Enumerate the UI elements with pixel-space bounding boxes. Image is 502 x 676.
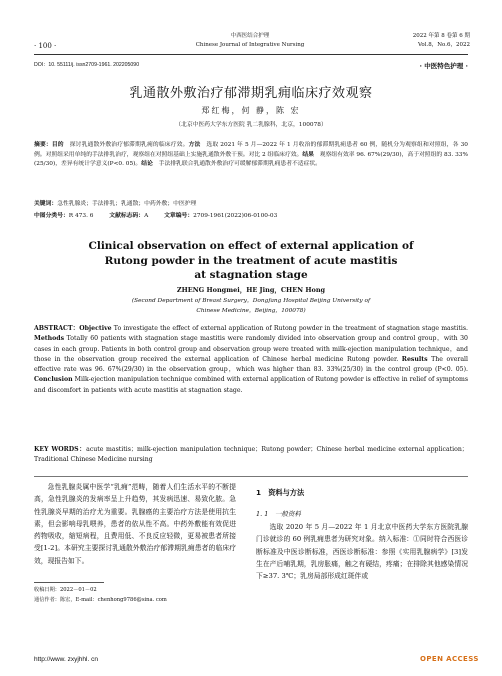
doi: DOI：10. 55111/j. issn2709-1961. 202205090 <box>34 62 140 68</box>
en-results: The overall effective rate was 96. 67%(29/30) in the observation group，which was higher than 83. 33%(25/30) in the control group (P<0. 05). <box>34 355 468 374</box>
en-title <box>34 239 468 283</box>
cn-affiliation: （北京中医药大学东方医院 乳二乳腺科，北京，100078） <box>175 122 327 128</box>
section-tag: · 中医特色护理 · <box>419 62 468 70</box>
footnote <box>34 585 167 605</box>
cn-keywords-text: 急性乳腺炎；手法排乳；乳通散；中药外敷；中医护理 <box>57 201 197 207</box>
issue-volume: Vol.8，No.6，2022 <box>417 42 470 48</box>
cn-abstract <box>34 141 468 170</box>
cn-title: 乳通散外敷治疗郁滞期乳痈临床疗效观察 <box>129 86 373 101</box>
abstract-separator <box>34 476 468 477</box>
received-date: 收稿日期：2022－01－02 <box>34 587 97 593</box>
cn-keywords-label: 关键词： <box>34 201 58 207</box>
page-number: · 100 · <box>34 42 57 50</box>
en-conclusion: Milk-ejection manipulation technique combined with external application of Rutong powder is effective in relief of symptoms and discomfort in patients with acute mastitis at stagnation stage. <box>34 376 468 394</box>
cn-authors: 郑红梅，何 静，陈 宏 <box>201 106 301 115</box>
en-affiliation-line1: (Second Department of Breast Surgery，Dongfang Hospital Beijing University of <box>131 298 371 304</box>
cn-result-label: 结果 <box>302 151 314 158</box>
cn-abstract-label: 摘要： <box>34 142 52 148</box>
en-affiliation-line2: Chinese Medicine，Beijing，100078) <box>196 308 306 314</box>
en-keywords <box>34 445 468 466</box>
cn-goal: 探讨乳通散外敷治疗郁滞期乳痈的临床疗效。 <box>69 142 189 148</box>
cn-method-label: 方法 <box>188 142 201 148</box>
en-authors: ZHENG Hongmei，HE Jing，CHEN Hong <box>176 286 326 294</box>
footnote-rule <box>34 582 104 583</box>
section-heading: 1 资料与方法 <box>256 488 305 497</box>
cn-result: 观察组有效率 96. 67%(29/30)，高于对照组的 83. 33%(25/30)，差异有统计学意义(P<0. 05)。 <box>34 151 468 168</box>
en-title-line2: Rutong powder in the treatment of acute mastitis <box>104 254 398 267</box>
cn-keywords <box>34 200 468 210</box>
en-abstract <box>34 324 468 396</box>
class-value: R 473. 6 <box>68 213 94 219</box>
class-label: 中图分类号： <box>34 213 69 219</box>
journal-name <box>190 32 310 50</box>
cn-method: 选取 2021 年 5 月—2022 年 1 月收治的郁滞期乳痈患者 60 例，随机分为观察组和对照组，各 30 例。对照组采用单纯的手法排乳治疗，观察组在对照组基础上实施乳通散外敷干预。对比 2 组临床疗效。 <box>34 142 468 158</box>
intro-paragraph: 急性乳腺炎属中医学“乳痈”范畴，随着人们生活水平的不断提高，急性乳腺炎的发病率呈上升趋势，其发病迅速、易致化脓。急性乳腺炎早期的治疗尤为重要。乳腺癌的主要治疗方法是使用抗生素，但会影响母乳喂养，患者的依从性不高。中药外敷能有效促进药物吸收，缩短病程，且费用低、不良反应轻微，更易被患者所接受[1-2]。本研究主要探讨乳通散外敷治疗郁滞期乳痈患者的临床疗效，现报告如下。 <box>34 483 236 565</box>
en-keywords-text: acute mastitis；milk-ejection manipulation technique；Rutong powder；Chinese herbal medicine external application；Traditional Chinese Medicine nursing <box>34 446 468 464</box>
corresponding-author: 通信作者：陈宏，E-mail：chenhong9786@sina. com <box>34 597 167 603</box>
en-conclusion-label: Conclusion <box>34 376 73 384</box>
cn-conclusion-label: 结论 <box>141 161 153 168</box>
article-no-label: 文章编号： <box>164 213 194 219</box>
journal-name-cn: 中西医结合护理 <box>230 33 270 39</box>
journal-url[interactable]: http://www. zxyjhhl. cn <box>34 656 98 663</box>
en-methods-label: Methods <box>34 335 65 343</box>
en-objective: To investigate the effect of external application of Rutong powder in the treatment of stagnation stage mastitis. <box>111 325 468 332</box>
en-affiliation <box>34 296 468 316</box>
article-no-value: 2709-1961(2022)06-0100-03 <box>193 213 278 219</box>
en-abstract-label: ABSTRACT： <box>34 325 80 332</box>
cn-conclusion: 手法排乳联合乳通散外敷治疗可缓解郁滞期乳痈患者不适症状。 <box>158 161 321 168</box>
doc-code-label: 文献标志码： <box>109 213 145 219</box>
general-data-paragraph: 选取 2020 年 5 月—2022 年 1 月北京中医药大学东方医院乳腺门诊就诊的 60 例乳痈患者为研究对象。纳入标准：①同时符合西医诊断标准及中医诊断标准，西医诊断标准：参照《实用乳腺病学》[3]发生在产后哺乳期，乳房胀痛，触之有硬结，疼痛；在排除其他感染情况下≥37. 3℃；乳房局部形成红斑伴或 <box>256 523 468 581</box>
journal-name-en: Chinese Journal of Integrative Nursing <box>195 42 305 48</box>
issue-date: 2022 年第 8 卷第 6 期 <box>412 33 470 39</box>
doc-code-value: A <box>144 213 149 219</box>
cn-goal-label: 目的 <box>51 142 64 148</box>
subsection-heading: 1. 1 一般资料 <box>256 510 301 518</box>
cn-classification <box>34 212 468 222</box>
en-title-line1: Clinical observation on effect of external application of <box>88 240 414 252</box>
en-methods: Totally 60 patients with stagnation stage mastitis were randomly divided into observation group and control group，with 30 cases in each group. Patients in both control group and observation group were treated with milk-ejection manipulation technique，and those in the observation group received the external application of Chinese herbal medicine Rutong powder. <box>34 335 468 363</box>
issue-info <box>370 32 470 50</box>
en-results-label: Results <box>401 355 428 363</box>
en-title-line3: at stagnation stage <box>194 269 308 281</box>
en-objective-label: Objective <box>79 325 112 332</box>
en-keywords-label: KEY WORDS： <box>34 446 87 453</box>
header-rule <box>34 54 468 55</box>
open-access-badge: OPEN ACCESS <box>420 655 479 663</box>
